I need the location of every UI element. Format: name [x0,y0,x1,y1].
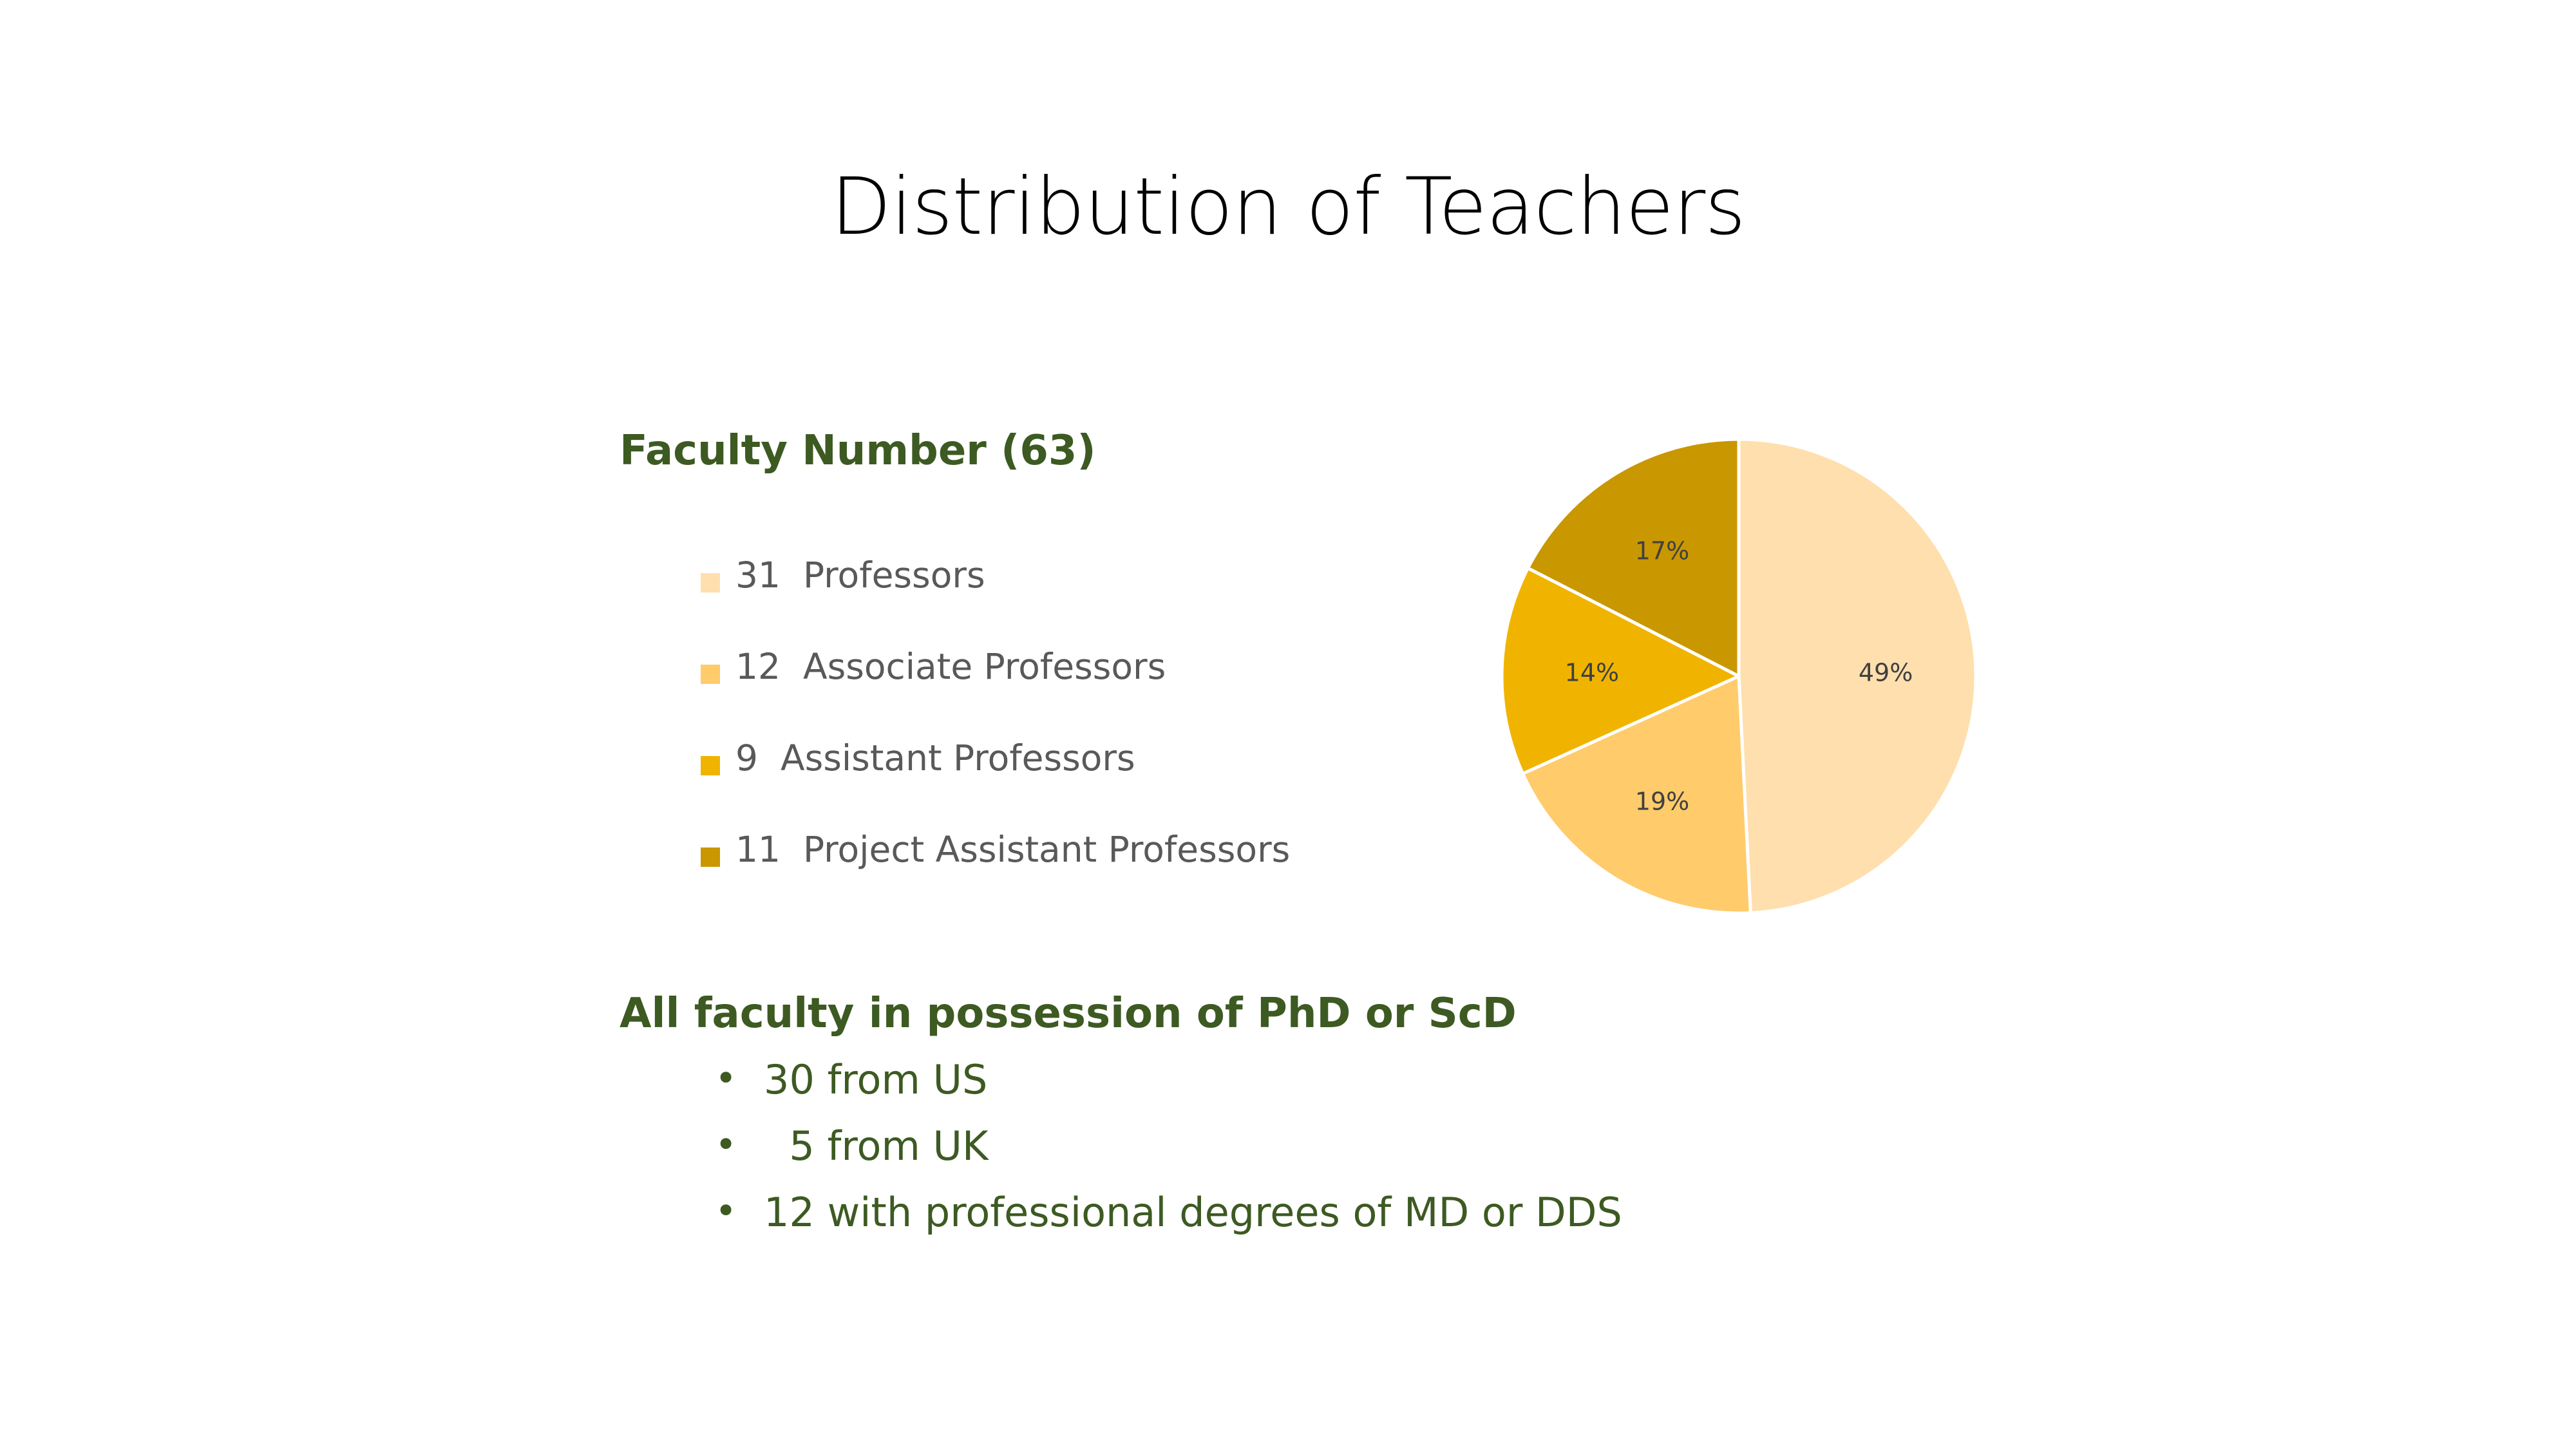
slide-title: Distribution of Teachers [831,161,1745,252]
degree-list [715,1056,1622,1255]
faculty-number-heading: Faculty Number (63) [620,427,1096,475]
bullet-icon: • [715,1056,737,1100]
legend-label-assistant-professors: 9 Assistant Professors [735,737,1135,779]
pie-slice-professors [1739,439,1976,913]
bullet-icon: • [715,1189,737,1233]
legend-item-professors [701,554,1290,645]
pie-label-professors: 49% [1858,658,1913,687]
legend-label-professors: 31 Professors [735,554,985,596]
legend-label-associate-professors: 12 Associate Professors [735,646,1166,687]
pie-label-assistant-professors: 14% [1564,658,1620,687]
degree-heading: All faculty in possession of PhD or ScD [620,990,1517,1037]
degree-item-us [715,1056,1622,1122]
legend-swatch-assistant-professors [701,756,720,775]
pie-label-associate-professors: 19% [1634,787,1690,816]
pie-label-project-assistant-professors: 17% [1634,536,1690,565]
legend-swatch-associate-professors [701,665,720,684]
faculty-pie-chart [1481,419,1996,934]
bullet-icon: • [715,1122,737,1166]
chart-legend [701,554,1290,920]
legend-swatch-project-assistant-professors [701,848,720,867]
legend-label-project-assistant-professors: 11 Project Assistant Professors [735,829,1291,870]
degree-item-md-dds [715,1189,1622,1255]
legend-item-project-assistant-professors [701,828,1290,920]
degree-text-uk: 5 from UK [764,1122,989,1170]
legend-swatch-professors [701,573,720,592]
legend-item-assistant-professors [701,737,1290,828]
degree-text-md-dds: 12 with professional degrees of MD or DDS [764,1189,1622,1236]
degree-item-uk [715,1122,1622,1189]
degree-text-us: 30 from US [764,1056,988,1103]
legend-item-associate-professors [701,645,1290,737]
